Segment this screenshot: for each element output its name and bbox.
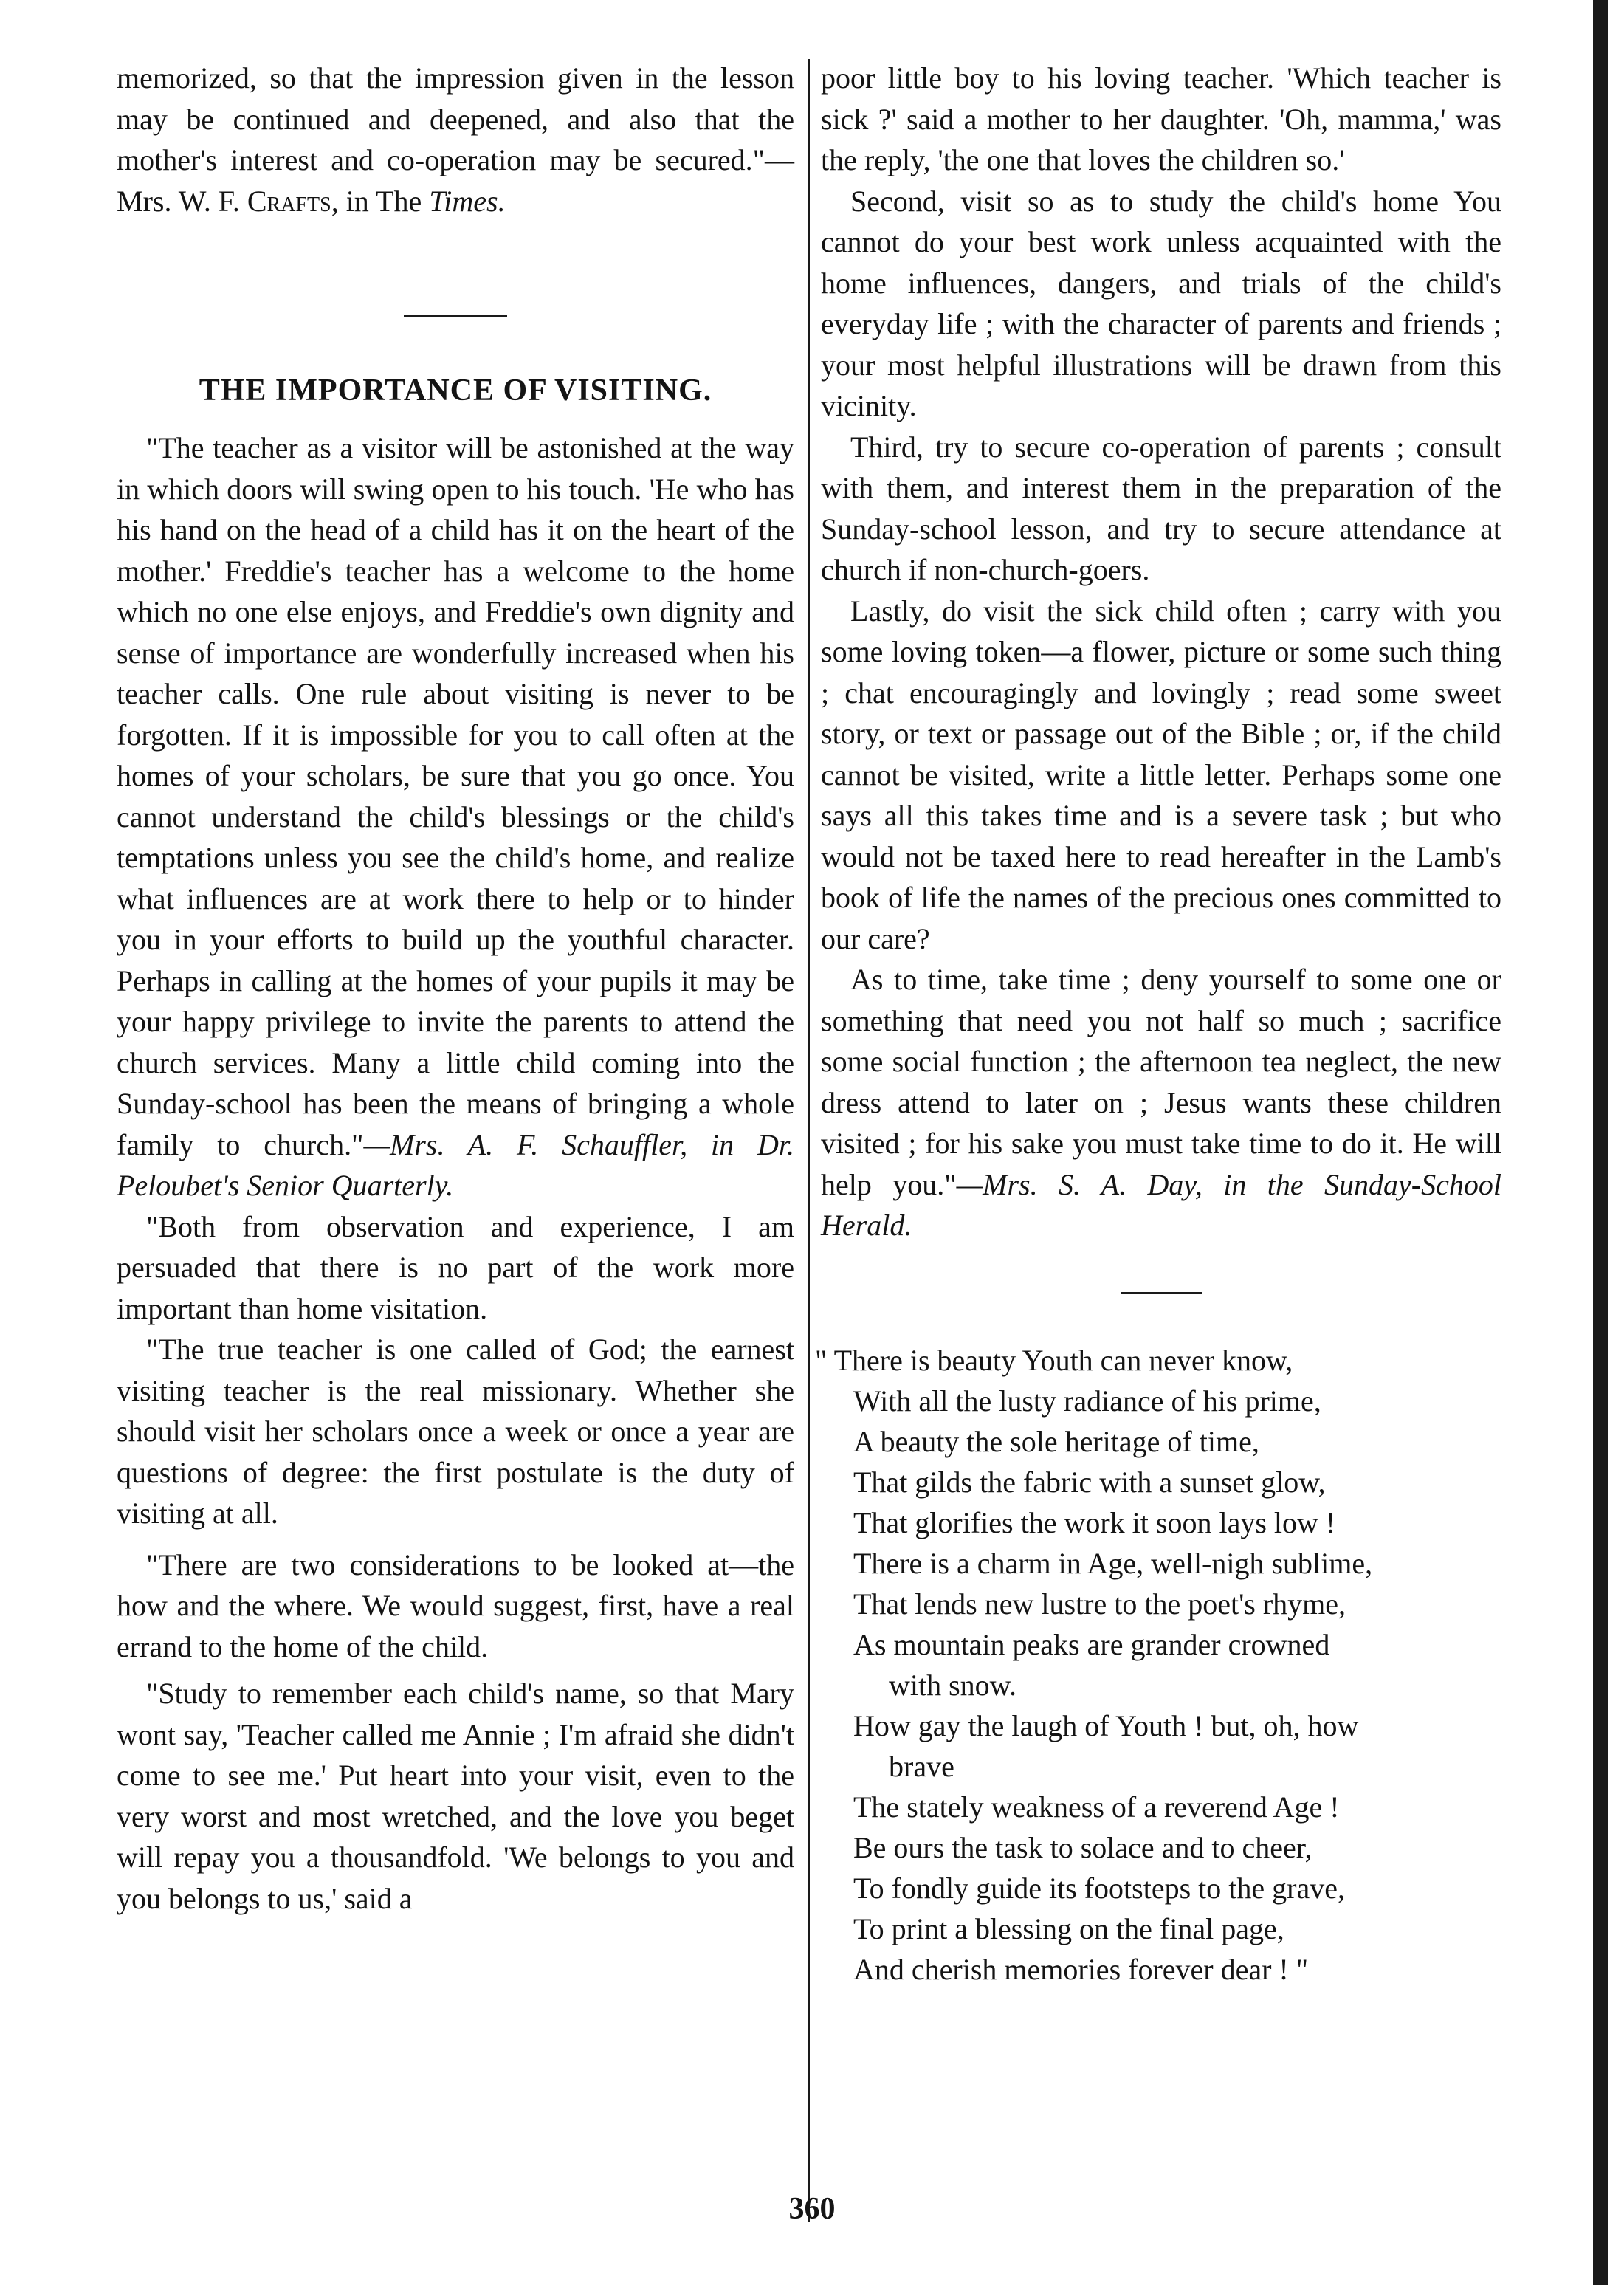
poem-line: As mountain peaks are grander crowned: [853, 1627, 1330, 1661]
poem-line: There is a charm in Age, well-nigh sublime,: [853, 1546, 1373, 1580]
continuation-source: Times.: [429, 184, 506, 218]
poem-line: That lends new lustre to the poet's rhyme,: [853, 1587, 1346, 1621]
poem-line: That glorifies the work it soon lays low !: [853, 1505, 1336, 1539]
poem-line: To print a blessing on the final page,: [853, 1911, 1284, 1945]
poem-line: " There is beauty Youth can never know,: [815, 1343, 1293, 1377]
paragraph-text: "The teacher as a visitor will be astonished at the way in which doors will swing open to his touch. 'He who has his hand on the head of a child has it on the heart of the mother.' Freddie's teacher has a welcome to the home which no one else enjoys, and Freddie's own dignity and sense of importance are wonderfully increased when his teacher calls. One rule about visiting is never to be forgotten. If it is impossible for you to call often at the homes of your scholars, be sure that you go once. You cannot understand the child's blessings or the child's temptations unless you see the child's home, and realize what influences are at work there to help or to hinder you in your efforts to build up the youthful character. Perhaps in calling at the homes of your pupils it may be your happy privilege to invite the parents to attend the church services. Many a little child coming into the Sunday-school has been the means of bringing a whole family to church.": [117, 431, 794, 1161]
left-column: [117, 58, 794, 1919]
paragraph-text: As to time, take time ; deny yourself to some one or something that need you not half so much ; sacrifice some social function ; the afternoon tea neglect, the new dress attend to later on ; Jesus wants these children visited ; for his sake you must take time to do it. He will help you.": [821, 963, 1501, 1201]
right-paragraph-2: Second, visit so as to study the child's home You cannot do your best work unless acquainted with the home influences, dangers, and trials of the child's everyday life ; with the character of parents and friends ; your most helpful illustrations will be drawn from this vicinity.: [821, 184, 1501, 422]
right-column: [815, 58, 1501, 1990]
continuation-paragraph: [117, 58, 794, 221]
poem-line: With all the lusty radiance of his prime,: [853, 1384, 1321, 1418]
continuation-tail: , in The: [331, 184, 430, 218]
article-heading: THE IMPORTANCE OF VISITING.: [199, 374, 712, 408]
right-paragraph-3: Third, try to secure co-operation of parents ; consult with them, and interest them in the preparation of the Sunday-school lesson, and try to secure attendance at church if non-church-goers.: [821, 430, 1501, 586]
page-number: 360: [788, 2192, 836, 2226]
article-paragraph-1: [117, 427, 794, 1206]
poem-line: That gilds the fabric with a sunset glow,: [853, 1465, 1326, 1499]
article-paragraph-4: "There are two considerations to be looked at—the how and the where. We would suggest, first, have a real errand to the home of the child.: [117, 1547, 794, 1663]
poem-line: Be ours the task to solace and to cheer,: [853, 1830, 1312, 1864]
continuation-author: Crafts: [247, 184, 331, 218]
attribution-schauffler: —Mrs. A. F. Schauffler, in Dr. Peloubet's Senior Quarterly.: [117, 1127, 794, 1202]
poem-line: To fondly guide its footsteps to the grave,: [853, 1871, 1345, 1905]
page-edge: [1593, 0, 1608, 2285]
article-paragraph-3: "The true teacher is one called of God; the earnest visiting teacher is the real missionary. Whether she should visit her scholars once a week or once a year are questions of degree: the first postulate is the duty of visiting at all.: [117, 1333, 794, 1530]
poem-line: How gay the laugh of Youth ! but, oh, how: [853, 1708, 1359, 1742]
article-paragraph-5: "Study to remember each child's name, so that Mary wont say, 'Teacher called me Annie ; I'm afraid she didn't come to see me.' Put heart into your visit, even to the very worst and most wretched, and the love you beget will repay you a thousandfold. 'We belongs to you and you belongs to us,' said a: [117, 1677, 794, 1915]
poem-line: And cherish memories forever dear ! ": [853, 1952, 1309, 1986]
poem-line: brave: [889, 1749, 954, 1783]
poem-line: The stately weakness of a reverend Age !: [853, 1790, 1340, 1824]
column-rule: [808, 59, 810, 2222]
right-paragraph-5: [821, 959, 1501, 1246]
right-paragraph-1: poor little boy to his loving teacher. 'Which teacher is sick ?' said a mother to her daughter. 'Oh, mamma,' was the reply, 'the one that loves the children so.': [821, 61, 1501, 176]
right-paragraph-4: Lastly, do visit the sick child often ; carry with you some loving token—a flower, picture or some such thing ; chat encouragingly and lovingly ; read some sweet story, or text or passage out of the Bible ; or, if the child cannot be visited, write a little letter. Perhaps some one says all this takes time and is a severe task ; but who would not be taxed here to read hereafter in the Lamb's book of life the names of the precious ones committed to our care?: [821, 594, 1501, 955]
attribution-day: —Mrs. S. A. Day, in the Sunday-School Herald.: [821, 1167, 1501, 1242]
article-paragraph-2: "Both from observation and experience, I am persuaded that there is no part of the work more important than home visitation.: [117, 1209, 794, 1325]
poem: [815, 1340, 1501, 1990]
continuation-text: memorized, so that the impression given in the lesson may be continued and deepened, and also that the mother's interest and co-operation may be secured."—Mrs. W. F.: [117, 61, 794, 218]
poem-line: with snow.: [889, 1668, 1016, 1702]
poem-line: A beauty the sole heritage of time,: [853, 1424, 1259, 1458]
